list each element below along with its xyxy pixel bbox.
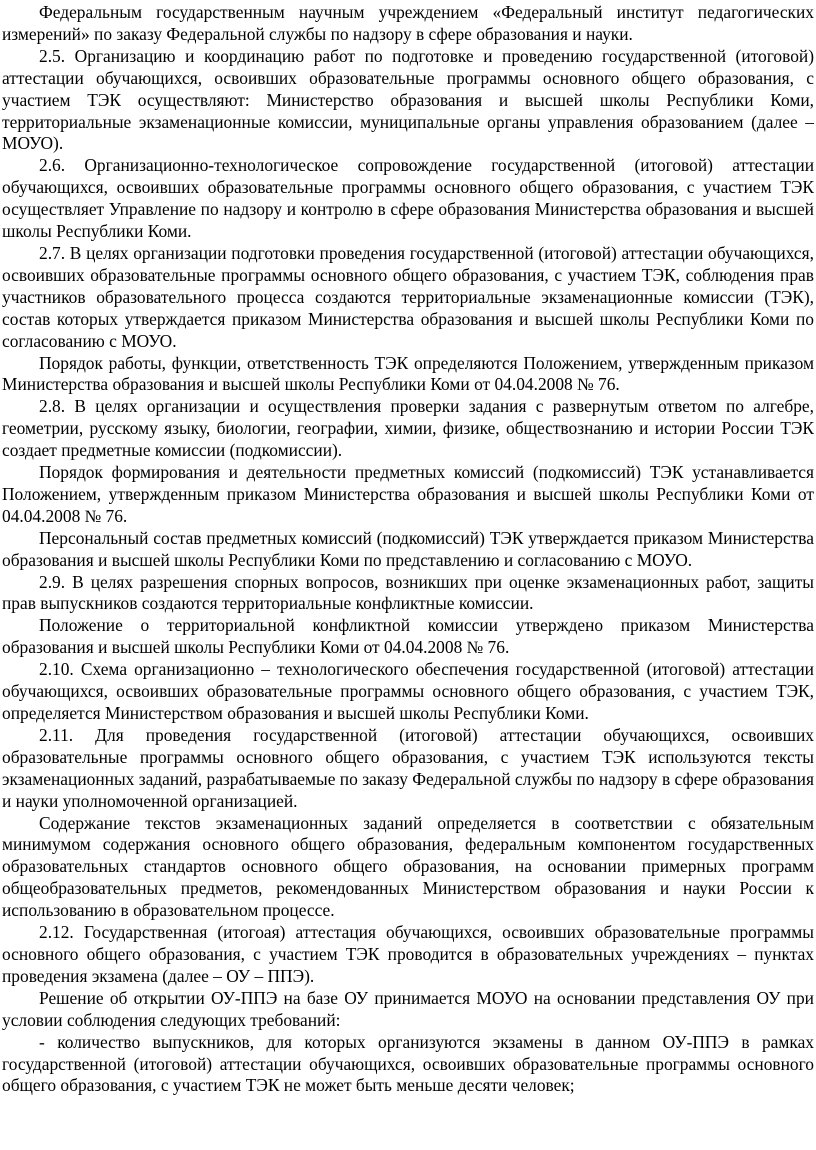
paragraph-2-12: 2.12. Государственная (итогоая) аттестация обучающихся, освоивших образовательные программы основного общего образования, с участием ТЭК проводится в образовательных учреждениях – пунктах проведения экзамена (далее – ОУ – ППЭ). <box>2 922 814 986</box>
paragraph-requirement-item: - количество выпускников, для которых организуются экзамены в данном ОУ-ППЭ в рамках государственной (итоговой) аттестации обучающихся, освоивших образовательные программы основного общего образования, с участием ТЭК не может быть меньше десяти человек; <box>2 1031 814 1096</box>
paragraph-2-11: 2.11. Для проведения государственной (итоговой) аттестации обучающихся, освоивших образовательные программы основного общего образования, с участием ТЭК используются тексты экзаменационных заданий, разрабатываемые по заказу Федеральной службы по надзору в сфере образования и науки уполномоченной организацией. <box>2 724 814 811</box>
paragraph-2-5: 2.5. Организацию и координацию работ по подготовке и проведению государственной (итоговой) аттестации обучающихся, освоивших образовательные программы основного общего образования, с участием ТЭК осуществляют: Министерство образования и высшей школы Республики Коми, территориальные экзаменационные комиссии, муниципальные органы управления образованием (далее – МОУО). <box>2 45 814 154</box>
paragraph-2-6: 2.6. Организационно-технологическое сопровождение государственной (итоговой) аттестации обучающихся, освоивших образовательные программы основного общего образования, с участием ТЭК осуществляет Управление по надзору и контролю в сфере образования Министерства образования и высшей школы Республики Коми. <box>2 155 814 242</box>
paragraph-intro-continuation: Федеральным государственным научным учреждением «Федеральный институт педагогических измерений» по заказу Федеральной службы по надзору в сфере образования и науки. <box>2 2 814 44</box>
paragraph-tek-procedure: Порядок работы, функции, ответственность ТЭК определяются Положением, утвержденным приказом Министерства образования и высшей школы Республики Коми от 04.04.2008 № 76. <box>2 352 814 395</box>
paragraph-subject-commission-procedure: Порядок формирования и деятельности предметных комиссий (подкомиссий) ТЭК устанавливается Положением, утвержденным приказом Министерства образования и высшей школы Республики Коми от 04.04.2008 № 76. <box>2 462 814 526</box>
paragraph-2-10: 2.10. Схема организационно – технологического обеспечения государственной (итоговой) аттестации обучающихся, освоивших образовательные программы основного общего образования, с участием ТЭК, определяется Министерством образования и высшей школы Республики Коми. <box>2 659 814 723</box>
paragraph-subject-commission-staff: Персональный состав предметных комиссий (подкомиссий) ТЭК утверждается приказом Министерства образования и высшей школы Республики Коми по представлению и согласованию с МОУО. <box>2 527 814 570</box>
paragraph-2-7: 2.7. В целях организации подготовки проведения государственной (итоговой) аттестации обучающихся, освоивших образовательные программы основного общего образования, с участием ТЭК, соблюдения прав участников образовательного процесса создаются территориальные экзаменационные комиссии (ТЭК), состав которых утверждается приказом Министерства образования и высшей школы Республики Коми по согласованию с МОУО. <box>2 242 814 351</box>
paragraph-exam-content: Содержание текстов экзаменационных заданий определяется в соответствии с обязательным минимумом содержания основного общего образования, федеральным компонентом государственных образовательных стандартов основного общего образования, на основании примерных программ общеобразовательных предметов, рекомендованных Министерством образования и науки России к использованию в образовательном процессе. <box>2 812 814 921</box>
paragraph-2-8: 2.8. В целях организации и осуществления проверки задания с развернутым ответом по алгебре, геометрии, русскому языку, биологии, географии, химии, физике, обществознанию и истории России ТЭК создает предметные комиссии (подкомиссии). <box>2 396 814 461</box>
paragraph-conflict-commission: Положение о территориальной конфликтной комиссии утверждено приказом Министерства образования и высшей школы Республики Коми от 04.04.2008 № 76. <box>2 615 814 658</box>
paragraph-ppe-decision: Решение об открытии ОУ-ППЭ на базе ОУ принимается МОУО на основании представления ОУ при условии соблюдения следующих требований: <box>2 987 814 1030</box>
paragraph-2-9: 2.9. В целях разрешения спорных вопросов, возникших при оценке экзаменационных работ, защиты прав выпускников создаются территориальные конфликтные комиссии. <box>2 571 814 614</box>
